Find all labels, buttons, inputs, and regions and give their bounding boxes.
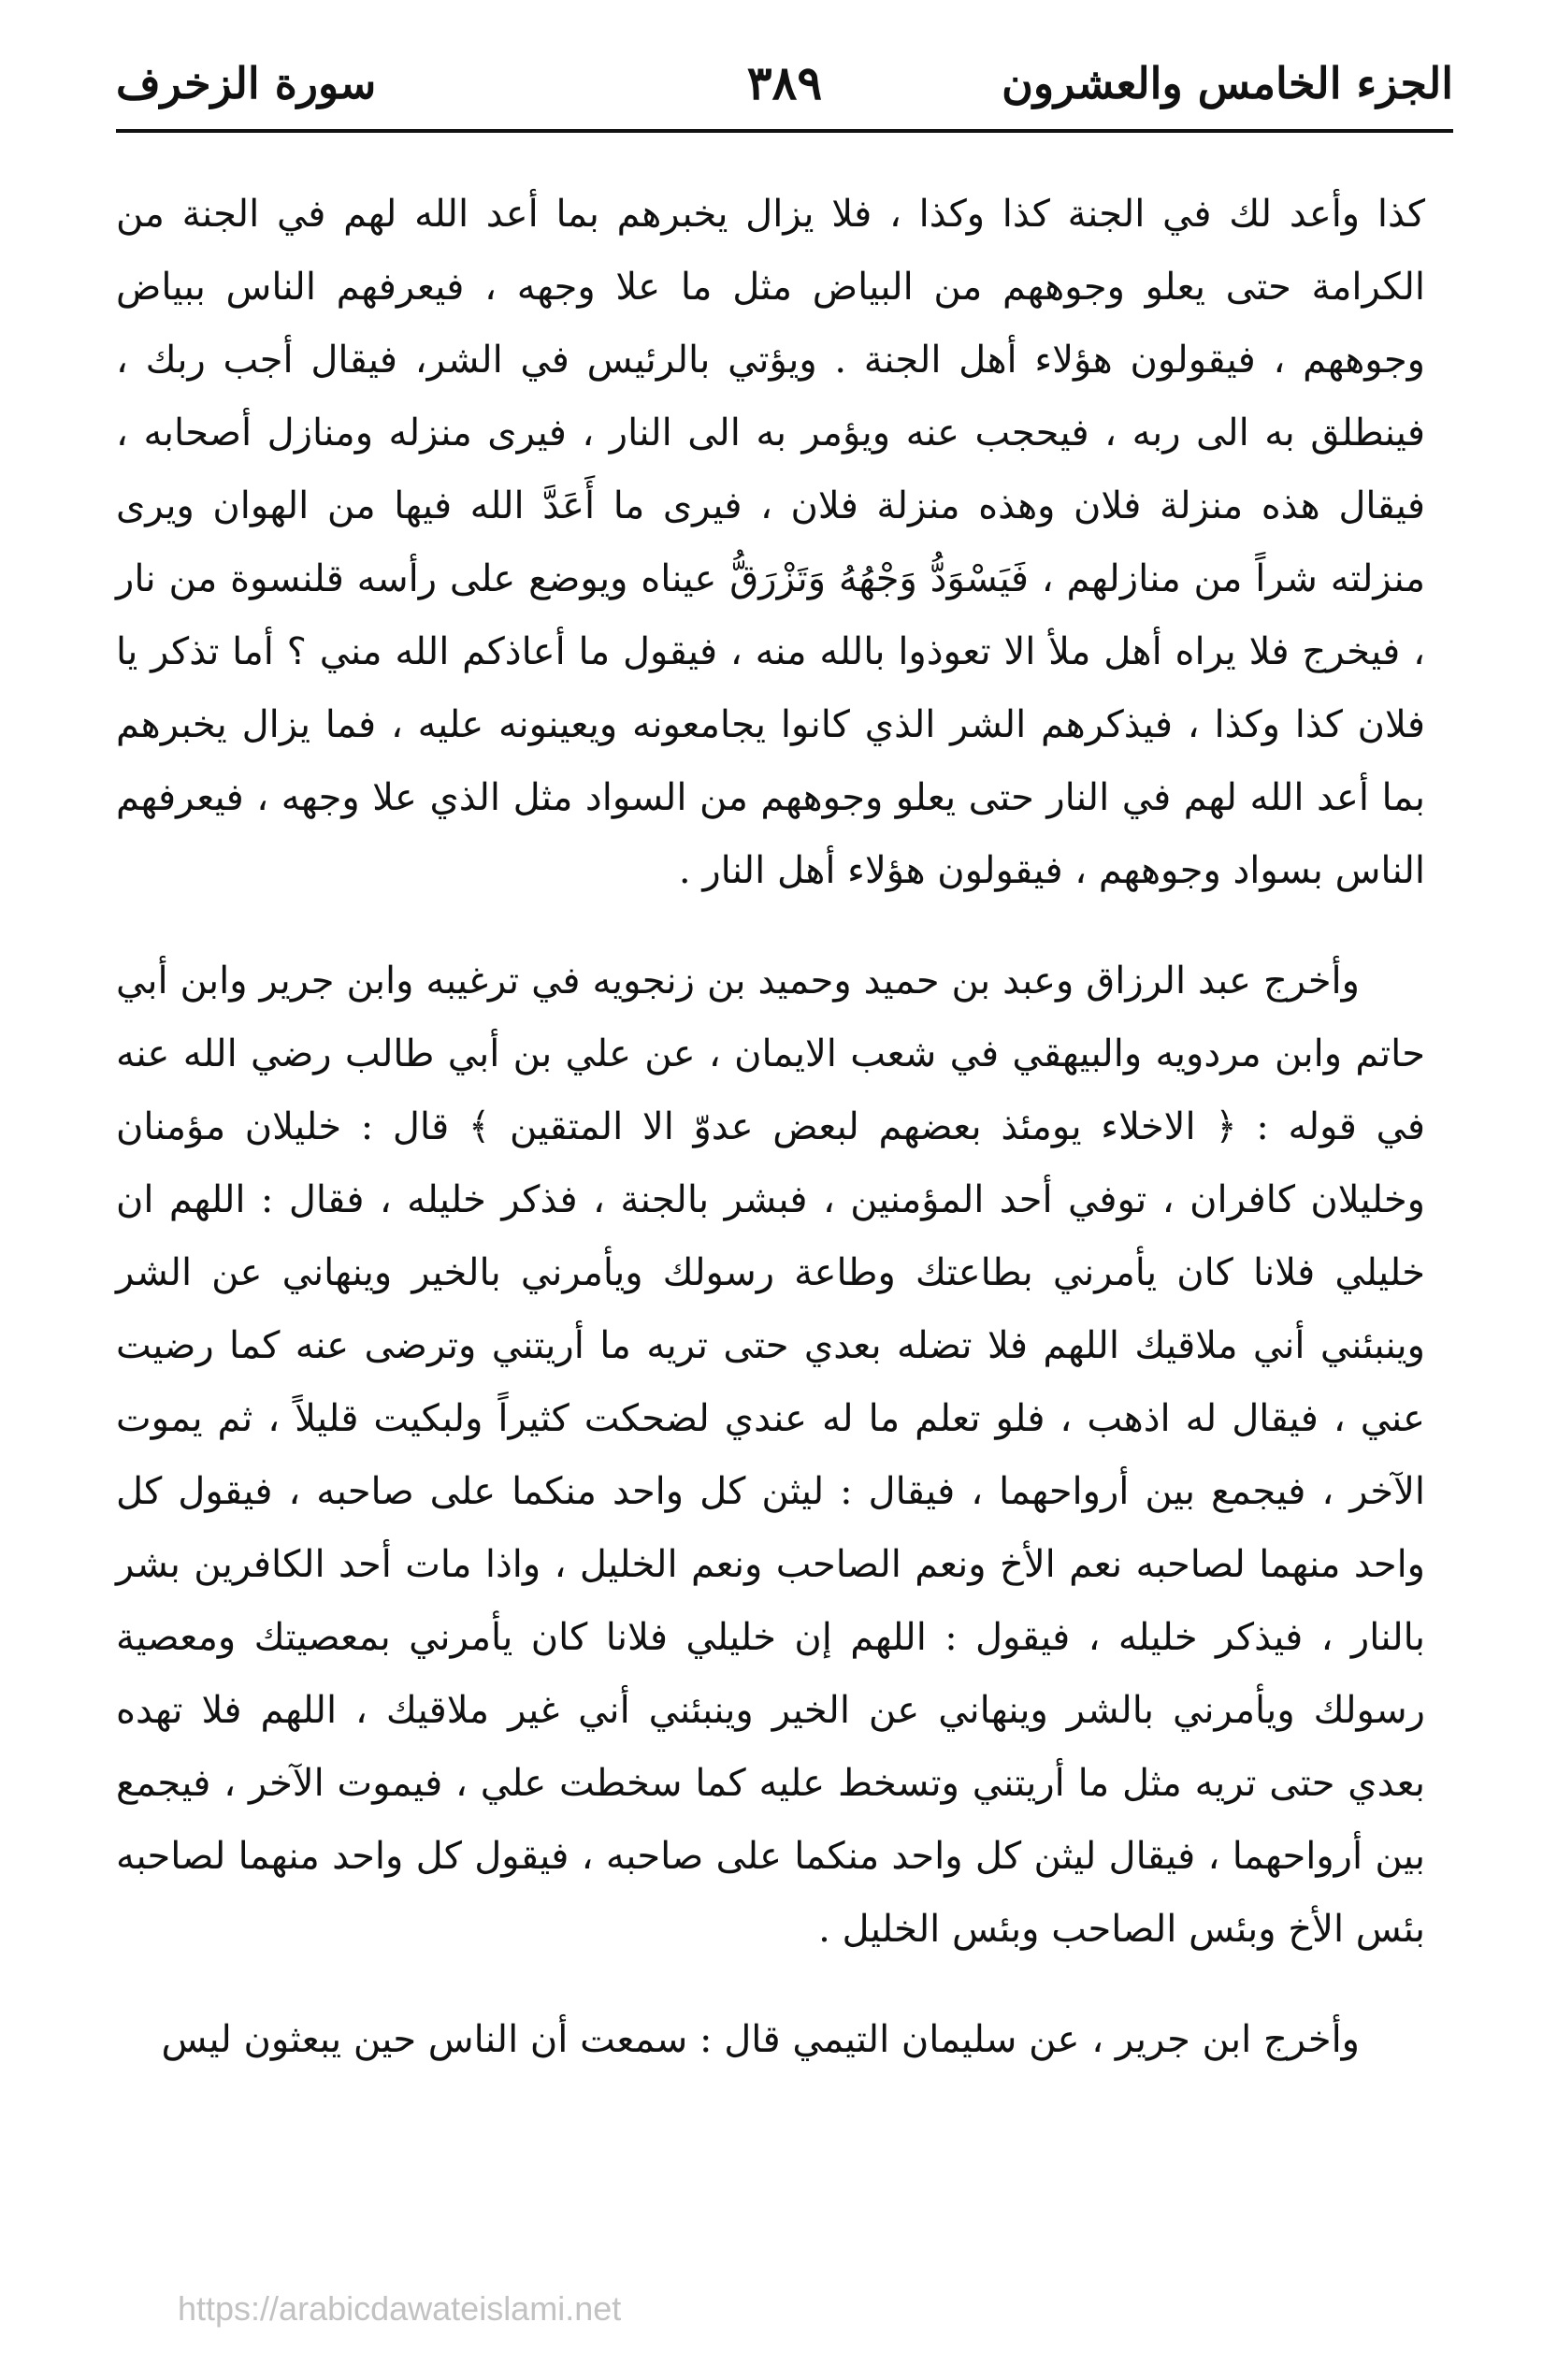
paragraph-continuation: كذا وأعد لك في الجنة كذا وكذا ، فلا يزال يخبرهم بما أعد الله لهم في الجنة من الكرامة حتى يعلو وجوههم من البياض مثل ما علا وجهه ، فيعرفهم الناس ببياض وجوههم ، فيقولون هؤلاء أهل الجنة . ويؤتي بالرئيس في الشر، فيقال أجب ربك ، فينطلق به الى ربه ، فيحجب عنه ويؤمر به الى النار ، فيرى منزله ومنازل أصحابه ، فيقال هذه منزلة فلان وهذه منزلة فلان ، فيرى ما أَعَدَّ الله فيها من الهوان ويرى منزلته شراً من منازلهم ، فَيَسْوَدُّ وَجْهُهُ وَتَزْرَقُّ عيناه ويوضع على رأسه قلنسوة من نار ، فيخرج فلا يراه أهل ملأ الا تعوذوا بالله منه ، فيقول ما أعاذكم الله مني ؟ أما تذكر يا فلان كذا وكذا ، فيذكرهم الشر الذي كانوا يجامعونه ويعينونه عليه ، فما يزال يخبرهم بما أعد الله لهم في النار حتى يعلو وجوههم من السواد مثل الذي علا وجهه ، فيعرفهم الناس بسواد وجوههم ، فيقولون هؤلاء أهل النار . [116,193,1425,892]
page-number: ٣٨٩ [746,55,823,110]
header-divider [116,129,1453,133]
watermark-url: https://arabicdawateislami.net [178,2289,622,2328]
paragraph-narration-ibn-jarir: وأخرج ابن جرير ، عن سليمان التيمي قال : سمعت أن الناس حين يبعثون ليس [161,2018,1360,2061]
paragraph-narration-ali: وأخرج عبد الرزاق وعبد بن حميد وحميد بن زنجويه في ترغيبه وابن جرير وابن أبي حاتم وابن مردويه والبيهقي في شعب الايمان ، عن علي بن أبي طالب رضي الله عنه في قوله : ﴿ الاخلاء يومئذ بعضهم لبعض عدوّ الا المتقين ﴾ قال : خليلان مؤمنان وخليلان كافران ، توفي أحد المؤمنين ، فبشر بالجنة ، فذكر خليله ، فقال : اللهم ان خليلي فلانا كان يأمرني بطاعتك وطاعة رسولك ويأمرني بالخير وينهاني عن الشر وينبئني أني ملاقيك اللهم فلا تضله بعدي حتى تريه ما أريتني وترضى عنه كما رضيت عني ، فيقال له اذهب ، فلو تعلم ما له عندي لضحكت كثيراً ولبكيت قليلاً ، ثم يموت الآخر ، فيجمع بين أرواحهما ، فيقال : ليثن كل واحد منكما على صاحبه ، فيقول كل واحد منهما لصاحبه نعم الأخ ونعم الصاحب ونعم الخليل ، واذا مات أحد الكافرين بشر بالنار ، فيذكر خليله ، فيقول : اللهم إن خليلي فلانا كان يأمرني بمعصيتك ومعصية رسولك ويأمرني بالشر وينهاني عن الخير وينبئني أني غير ملاقيك ، اللهم فلا تهده بعدي حتى تريه مثل ما أريتني وتسخط عليه كما سخطت علي ، فيموت الآخر ، فيجمع بين أرواحهما ، فيقال ليثن كل واحد منكما على صاحبه ، فيقول كل واحد منهما لصاحبه بئس الأخ وبئس الصاحب وبئس الخليل . [116,959,1425,1951]
body-text [116,178,1425,2076]
part-title: الجزء الخامس والعشرون [1002,58,1453,108]
running-header [116,41,1453,125]
surah-title: سورة الزخرف [116,58,377,108]
